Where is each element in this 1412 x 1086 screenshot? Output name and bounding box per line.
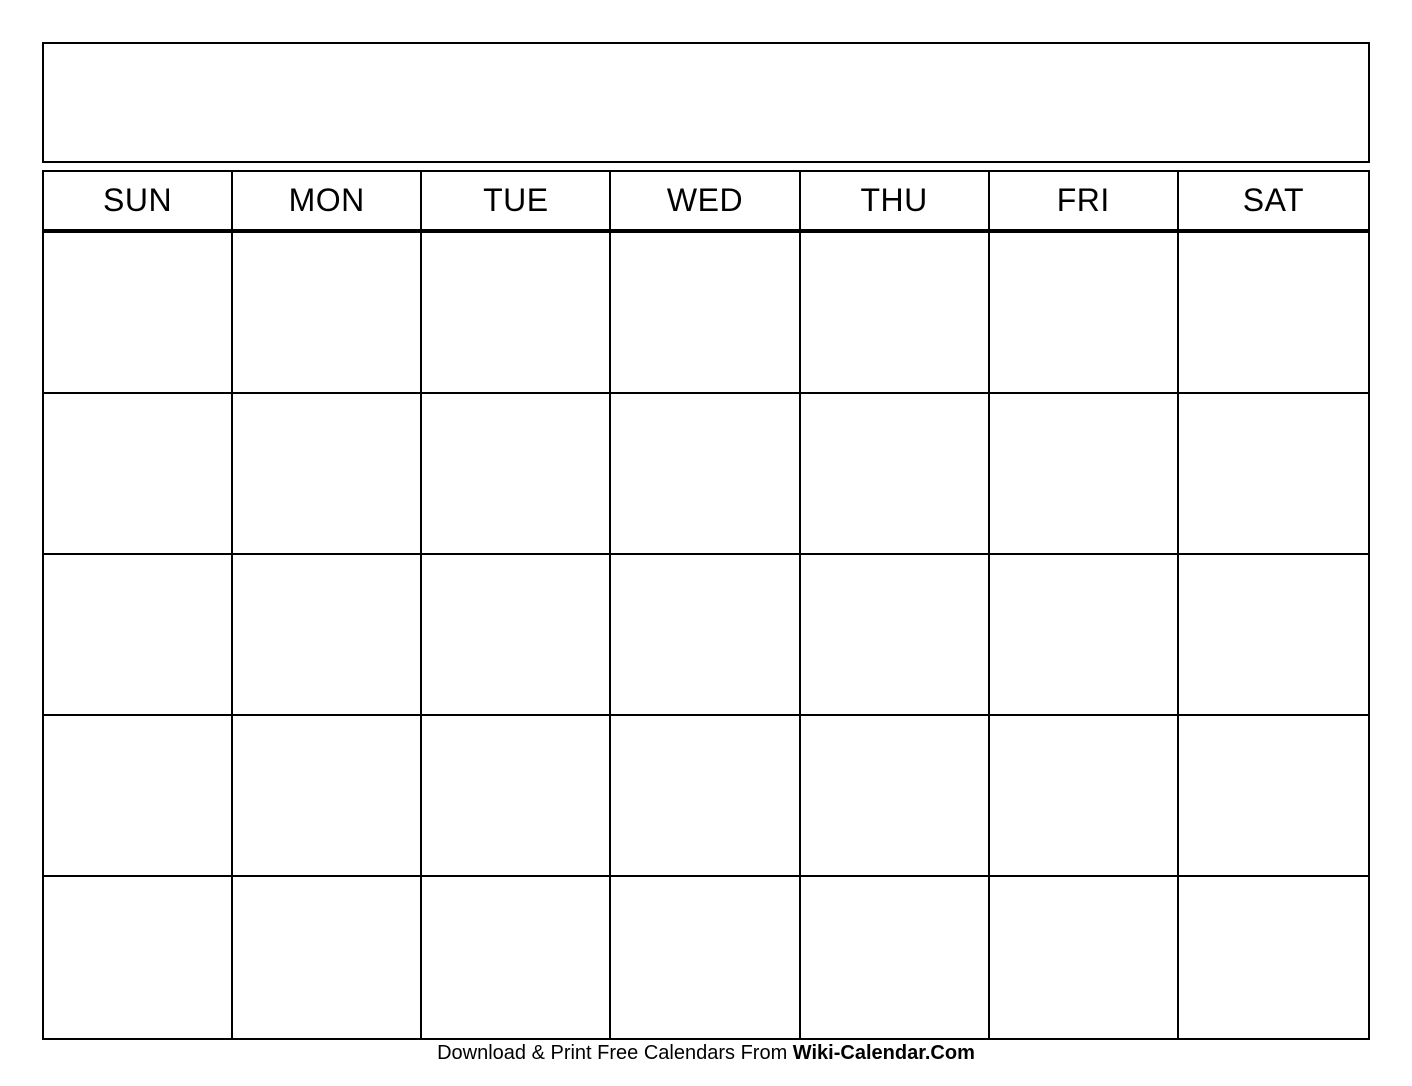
day-cell xyxy=(1179,233,1368,394)
day-cell xyxy=(44,555,233,716)
day-cell xyxy=(990,394,1179,555)
day-cell xyxy=(44,716,233,877)
footer-credit xyxy=(0,1041,1412,1065)
day-cell xyxy=(801,716,990,877)
day-cell xyxy=(1179,877,1368,1038)
day-cell xyxy=(422,394,611,555)
day-cell xyxy=(1179,716,1368,877)
day-cell xyxy=(801,233,990,394)
day-cell xyxy=(422,877,611,1038)
weekday-header-wed: WED xyxy=(611,172,800,229)
footer-text: Download & Print Free Calendars From xyxy=(437,1042,793,1064)
day-cell xyxy=(611,394,800,555)
day-cell xyxy=(801,394,990,555)
day-cell xyxy=(233,877,422,1038)
day-grid xyxy=(42,231,1370,1040)
weekday-header-tue: TUE xyxy=(422,172,611,229)
day-cell xyxy=(44,233,233,394)
blank-calendar-template xyxy=(42,42,1370,1040)
day-cell xyxy=(422,233,611,394)
day-cell xyxy=(801,877,990,1038)
day-cell xyxy=(611,716,800,877)
weekday-header-row xyxy=(42,170,1370,231)
day-cell xyxy=(233,716,422,877)
day-cell xyxy=(990,716,1179,877)
day-cell xyxy=(422,716,611,877)
weekday-header-sun: SUN xyxy=(44,172,233,229)
weekday-header-fri: FRI xyxy=(990,172,1179,229)
day-cell xyxy=(801,555,990,716)
day-cell xyxy=(44,877,233,1038)
day-cell xyxy=(611,233,800,394)
day-cell xyxy=(1179,555,1368,716)
footer-brand-text: Wiki-Calendar.Com xyxy=(792,1042,975,1064)
weekday-header-sat: SAT xyxy=(1242,182,1305,218)
day-cell xyxy=(990,233,1179,394)
day-cell xyxy=(990,555,1179,716)
day-cell xyxy=(44,394,233,555)
month-title-box xyxy=(42,42,1370,163)
day-cell xyxy=(422,555,611,716)
day-cell xyxy=(233,394,422,555)
weekday-header-thu: THU xyxy=(801,172,990,229)
day-cell xyxy=(233,555,422,716)
day-cell xyxy=(233,233,422,394)
weekday-header-mon: MON xyxy=(233,172,422,229)
day-cell xyxy=(1179,394,1368,555)
day-cell xyxy=(611,555,800,716)
day-cell xyxy=(611,877,800,1038)
day-cell xyxy=(990,877,1179,1038)
